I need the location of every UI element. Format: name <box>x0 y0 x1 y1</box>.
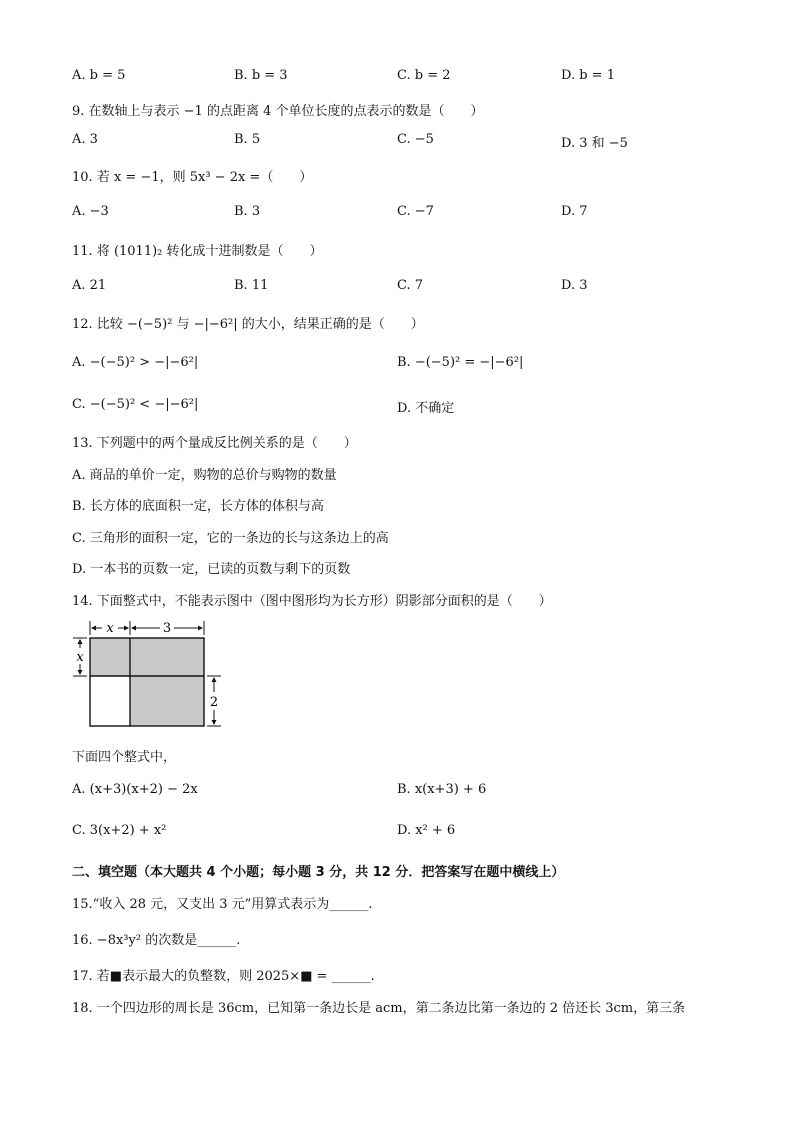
dim-3-arrowhead-right <box>198 626 203 631</box>
q13-option-d: D. 一本书的页数一定，已读的页数与剩下的页数 <box>72 562 351 577</box>
q14-option-a: A. (x+3)(x+2) − 2x <box>72 782 198 797</box>
q12-option-c: C. −(−5)² < −|−6²| <box>72 397 199 412</box>
shaded-top-right <box>130 638 204 676</box>
q13-option-a: A. 商品的单价一定，购物的总价与购物的数量 <box>72 468 337 483</box>
dim-x-arrowhead-right <box>124 626 129 631</box>
q9-option-b: B. 5 <box>234 132 261 147</box>
q9-option-d: D. 3 和 −5 <box>561 136 628 151</box>
dim-x-left-label: x <box>76 650 84 665</box>
dim-x-top-label: x <box>106 621 114 636</box>
q9-option-c: C. −5 <box>397 132 434 147</box>
q8-option-c: C. b = 2 <box>397 68 451 83</box>
q11-option-b: B. 11 <box>234 278 269 293</box>
dim-left-arrowhead-top <box>78 639 83 644</box>
q14-stem: 14. 下面整式中，不能表示图中（图中图形均为长方形）阴影部分面积的是（ ） <box>72 594 552 609</box>
q13-option-b: B. 长方体的底面积一定，长方体的体积与高 <box>72 499 324 514</box>
q8-option-d: D. b = 1 <box>561 68 615 83</box>
dim-right-arrowhead-top <box>212 677 217 682</box>
dim-x-arrowhead-left <box>91 626 96 631</box>
q13-option-c: C. 三角形的面积一定，它的一条边的长与这条边上的高 <box>72 531 389 546</box>
q18-stem: 18. 一个四边形的周长是 36cm，已知第一条边长是 acm，第二条边比第一条边的 2 倍还长 3cm，第三条 <box>72 1001 686 1016</box>
q10-option-d: D. 7 <box>561 204 588 219</box>
shaded-bottom-right <box>130 676 204 726</box>
q12-option-a: A. −(−5)² > −|−6²| <box>72 355 199 370</box>
dim-left-arrowhead-bottom <box>78 670 83 675</box>
q8-option-a: A. b = 5 <box>72 68 126 83</box>
q14-option-c: C. 3(x+2) + x² <box>72 823 167 838</box>
q11-stem: 11. 将 (1011)₂ 转化成十进制数是（ ） <box>72 244 323 259</box>
q8-option-b: B. b = 3 <box>234 68 288 83</box>
q12-option-d: D. 不确定 <box>397 401 455 416</box>
q16-stem: 16. −8x³y² 的次数是______. <box>72 933 241 948</box>
q14-option-d: D. x² + 6 <box>397 823 456 838</box>
shaded-top-left <box>90 638 130 676</box>
q11-option-d: D. 3 <box>561 278 588 293</box>
q17-stem: 17. 若■表示最大的负整数，则 2025×■ = ______. <box>72 969 375 984</box>
section-heading: 二、填空题（本大题共 4 个小题；每小题 3 分，共 12 分．把答案写在题中横线上） <box>72 865 565 880</box>
dim-right-arrowhead-bottom <box>212 720 217 725</box>
q12-option-b: B. −(−5)² = −|−6²| <box>397 355 524 370</box>
q15-stem: 15.“收入 28 元，又支出 3 元”用算式表示为______. <box>72 897 373 912</box>
q10-option-a: A. −3 <box>72 204 109 219</box>
q10-stem: 10. 若 x = −1，则 5x³ − 2x =（ ） <box>72 170 313 185</box>
q14-figure <box>68 618 228 734</box>
q9-option-a: A. 3 <box>72 132 98 147</box>
q11-option-c: C. 7 <box>397 278 424 293</box>
dim-3-arrowhead-left <box>131 626 136 631</box>
q14-note: 下面四个整式中， <box>72 750 177 765</box>
q12-stem: 12. 比较 −(−5)² 与 −|−6²| 的大小，结果正确的是（ ） <box>72 317 424 332</box>
q13-stem: 13. 下列题中的两个量成反比例关系的是（ ） <box>72 436 357 451</box>
q10-option-b: B. 3 <box>234 204 261 219</box>
q9-stem: 9. 在数轴上与表示 −1 的点距离 4 个单位长度的点表示的数是（ ） <box>72 104 484 119</box>
q11-option-a: A. 21 <box>72 278 107 293</box>
q14-option-b: B. x(x+3) + 6 <box>397 782 487 797</box>
dim-3-label: 3 <box>162 621 172 636</box>
dim-2-label: 2 <box>209 695 219 710</box>
q10-option-c: C. −7 <box>397 204 434 219</box>
